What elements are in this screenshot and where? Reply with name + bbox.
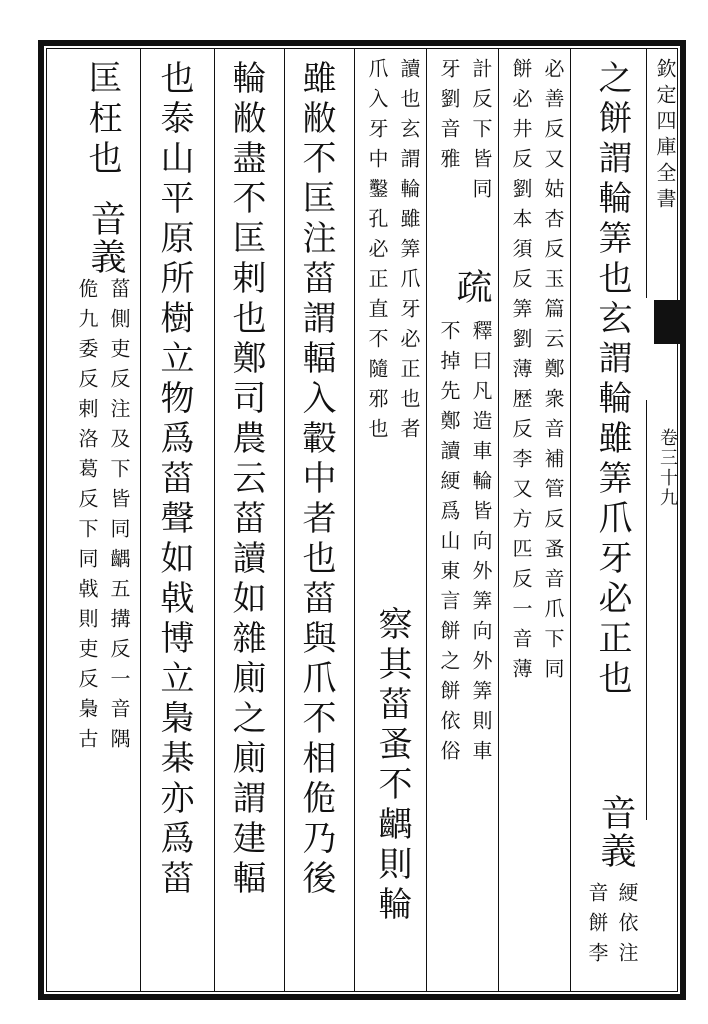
annotation-right: 綆依注 (615, 882, 639, 972)
column-rule (140, 48, 141, 992)
annotation-left: 不掉先鄭讀綆爲山東言餅之餅依俗 (437, 320, 461, 770)
text-column-3 (432, 58, 496, 988)
shu-tag: 疏 (451, 268, 492, 306)
text-column-1 (580, 52, 644, 992)
fishtail-mark (654, 300, 682, 344)
annotation-left: 爪入牙中鑿孔必正直不隨邪也 (365, 58, 389, 448)
text-column-7: 也泰山平原所樹立物爲菑聲如㦸博立梟棊亦爲菑 (154, 60, 194, 900)
column-rule (214, 48, 215, 992)
annotation-right: 必善反又姑杏反玉篇云鄭衆音補管反蚤音爪下同 (541, 58, 565, 688)
annotation-left: 音餅李 (585, 882, 609, 972)
main-text: 匡枉也 (82, 60, 122, 180)
annotation-right: 釋曰凡造車輪皆向外筭向外筭則車 (469, 320, 493, 770)
main-text: 察其菑蚤不齵則輪 (372, 606, 412, 926)
annotation-right: 計反下皆同 (469, 58, 493, 208)
yinyi-tag: 音義 (595, 794, 636, 870)
column-rule (498, 48, 499, 992)
text-column-8 (68, 60, 136, 990)
annotation-right: 菑側吏反注及下皆同齵五搆反一音隅 (107, 278, 131, 758)
text-column-6: 輪敝盡不匡剌也鄭司農云菑讀如雜廁之廁謂建輻 (226, 60, 266, 900)
text-column-4 (360, 58, 424, 988)
yinyi-tag: 音義 (85, 200, 126, 276)
column-rule (570, 48, 571, 992)
margin-juan: 卷三十九 (657, 428, 678, 508)
column-rule (426, 48, 427, 992)
main-text: 之餅謂輪筭也玄謂輪雖筭爪牙必正也 (592, 60, 632, 700)
annotation-left: 佹九委反剌洛葛反下同㦸則吏反梟古 (75, 278, 99, 758)
column-rule (354, 48, 355, 992)
annotation-right: 讀也玄謂輪雖筭爪牙必正也者 (397, 58, 421, 448)
margin-rule (646, 400, 647, 820)
margin-title: 欽定四庫全書 (653, 58, 677, 214)
text-column-5: 雖敝不匡注菑謂輻入轂中者也菑與爪不相佹乃後 (296, 60, 336, 900)
margin-divider (646, 48, 679, 298)
annotation-left: 餅必井反劉本須反筭劉薄歴反李又方匹反一音薄 (509, 58, 533, 688)
annotation-left: 牙劉音雅 (437, 58, 461, 178)
text-column-2 (508, 58, 566, 988)
column-rule (284, 48, 285, 992)
